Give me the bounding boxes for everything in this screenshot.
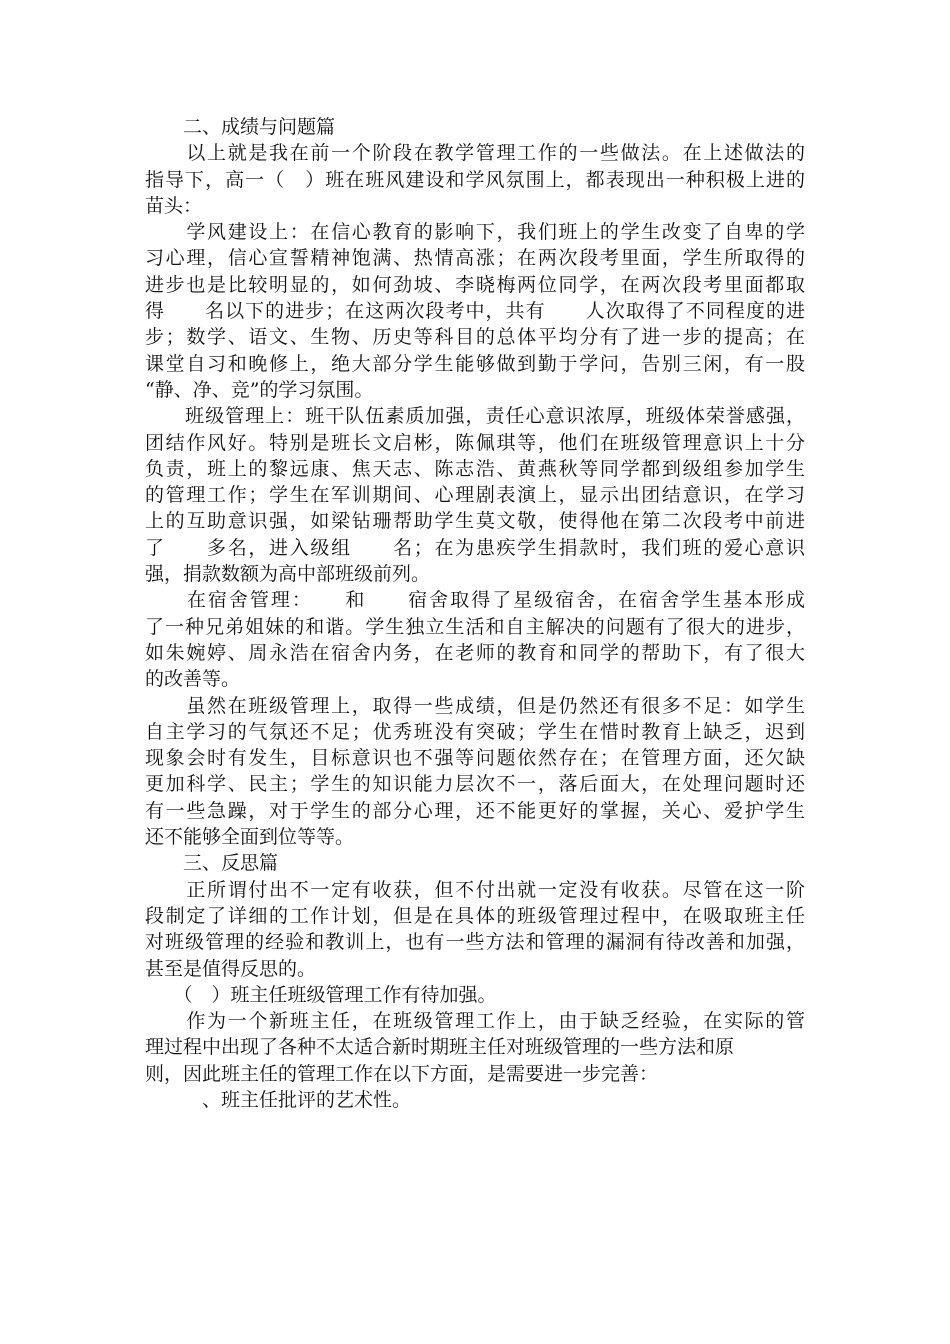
paragraph-line: 得 名以下的进步；在这两次段考中，共有 人次取得了不同程度的进 <box>145 300 805 323</box>
paragraph-line: 负责，班上的黎远康、焦天志、陈志浩、黄燕秋等同学都到级组参加学生 <box>145 457 805 480</box>
paragraph-line: 习心理，信心宣誓精神饱满、热情高涨；在两次段考里面，学生所取得的 <box>145 247 805 270</box>
paragraph-line: 步；数学、语文、生物、历史等科目的总体平均分有了进一步的提高；在 <box>145 326 805 349</box>
paragraph-line: 正所谓付出不一定有收获，但不付出就一定没有收获。尽管在这一阶 <box>145 878 805 901</box>
paragraph-line: 了一种兄弟姐妹的和谐。学生独立生活和自主解决的问题有了很大的进步， <box>145 615 805 638</box>
section-heading-reflection: 三、反思篇 <box>145 852 279 875</box>
paragraph-line: 课堂自习和晚修上，绝大部分学生能够做到勤于学问，告别三闲，有一股 <box>145 352 805 375</box>
paragraph-line: 了 多名，进入级组 名；在为患疾学生捐款时，我们班的爱心意识 <box>145 536 805 559</box>
paragraph-line: 现象会时有发生，目标意识也不强等问题依然存在；在管理方面，还欠缺 <box>145 747 805 770</box>
subheading-line: （ ）班主任班级管理工作有待加强。 <box>145 983 497 1006</box>
paragraph-line: 以上就是我在前一个阶段在教学管理工作的一些做法。在上述做法的 <box>145 142 805 165</box>
subheading-line: 、班主任批评的艺术性。 <box>145 1088 412 1111</box>
paragraph-line: “静、净、竞”的学习氛围。 <box>145 378 374 401</box>
paragraph-line: 班级管理上：班干队伍素质加强，责任心意识浓厚，班级体荣誉感强， <box>145 405 805 428</box>
paragraph-line: 的管理工作；学生在军训期间、心理剧表演上，显示出团结意识，在学习 <box>145 484 805 507</box>
paragraph-line: 团结作风好。特别是班长文启彬，陈佩琪等，他们在班级管理意识上十分 <box>145 431 805 454</box>
paragraph-line: 则，因此班主任的管理工作在以下方面，是需要进一步完善： <box>145 1062 659 1085</box>
paragraph-line: 作为一个新班主任，在班级管理工作上，由于缺乏经验，在实际的管 <box>145 1010 805 1033</box>
paragraph-line: 更加科学、民主；学生的知识能力层次不一，落后面大，在处理问题时还 <box>145 773 805 796</box>
section-heading-achievements: 二、成绩与问题篇 <box>145 116 336 138</box>
paragraph-line: 甚至是值得反思的。 <box>145 957 317 980</box>
paragraph-line: 强，捐款数额为高中部班级前列。 <box>145 563 431 586</box>
paragraph-line: 在宿舍管理： 和 宿舍取得了星级宿舍，在宿舍学生基本形成 <box>145 589 805 612</box>
paragraph-line: 如朱婉婷、周永浩在宿舍内务，在老师的教育和同学的帮助下，有了很大 <box>145 641 805 664</box>
paragraph-line: 进步也是比较明显的，如何劲坡、李晓梅两位同学，在两次段考里面都取 <box>145 273 805 296</box>
paragraph-line: 学风建设上：在信心教育的影响下，我们班上的学生改变了自卑的学 <box>145 221 805 244</box>
paragraph-line: 对班级管理的经验和教训上，也有一些方法和管理的漏洞有待改善和加强， <box>145 931 805 954</box>
paragraph-line: 自主学习的气氛还不足；优秀班没有突破；学生在惜时教育上缺乏，迟到 <box>145 720 805 743</box>
paragraph-line: 段制定了详细的工作计划，但是在具体的班级管理过程中，在吸取班主任 <box>145 904 805 927</box>
paragraph-line: 苗头： <box>145 194 203 217</box>
paragraph-line: 指导下，高一（ ）班在班风建设和学风氛围上，都表现出一种积极上进的 <box>145 168 805 191</box>
paragraph-line: 上的互助意识强，如梁钻珊帮助学生莫文敬，使得他在第二次段考中前进 <box>145 510 805 533</box>
paragraph-line: 有一些急躁，对于学生的部分心理，还不能更好的掌握，关心、爱护学生 <box>145 799 805 822</box>
document-body <box>145 114 805 1113</box>
paragraph-line: 的改善等。 <box>145 668 241 691</box>
paragraph-line: 还不能够全面到位等等。 <box>145 826 355 849</box>
paragraph-line: 虽然在班级管理上，取得一些成绩，但是仍然还有很多不足：如学生 <box>145 694 805 717</box>
paragraph-line: 理过程中出现了各种不太适合新时期班主任对班级管理的一些方法和原 <box>145 1036 735 1059</box>
